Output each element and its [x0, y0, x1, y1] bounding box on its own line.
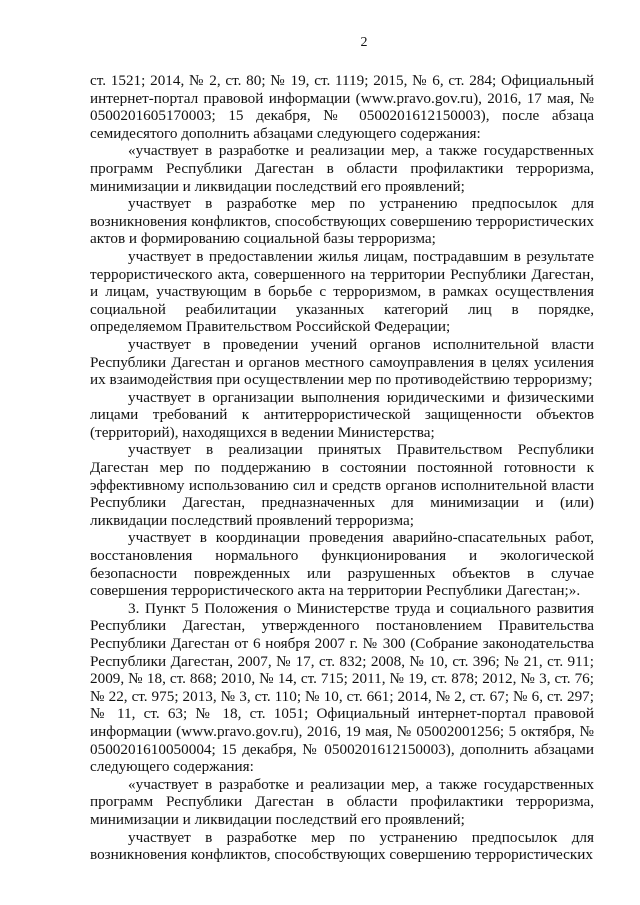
document-body	[90, 72, 594, 864]
paragraph: «участвует в разработке и реализации мер, а также государственных программ Республики Дагестан в области профилактики терроризма, минимизации и ликвидации последствий его проявлений;	[90, 775, 594, 828]
paragraph: участвует в проведении учений органов исполнительной власти Республики Дагестан и органов местного самоуправления в целях усиления их взаимодействия при осуществлении мер по противодействию терроризму;	[90, 335, 594, 389]
page-number: 2	[360, 35, 368, 50]
paragraph: «участвует в разработке и реализации мер, а также государственных программ Республики Дагестан в области профилактики терроризма, минимизации и ликвидации последствий его проявлений;	[90, 142, 594, 195]
paragraph: участвует в координации проведения аварийно-спасательных работ, восстановления нормального функционирования и экологической безопасности поврежденных или разрушенных объектов в случае совершения террористического акта на территории Республики Дагестан;».	[90, 529, 594, 600]
paragraph: участвует в предоставлении жилья лицам, пострадавшим в результате террористического акта, совершенного на территории Республики Дагестан, и лицам, участвующим в борьбе с терроризмом, в рамках осуществления социальной реабилитации указанных категорий лиц в порядке, определяемом Правительством Российской Федерации;	[90, 247, 594, 336]
paragraph: участвует в разработке мер по устранению предпосылок для возникновения конфликтов, способствующих совершению террористических	[90, 828, 594, 864]
paragraph-continuation: ст. 1521; 2014, № 2, ст. 80; № 19, ст. 1119; 2015, № 6, ст. 284; Официальный интернет-портал правовой информации (www.pravo.gov.ru), 2016, 17 мая, № 0500201605170003; 15 декабря, № 0500201612150003), после абзаца семидесятого дополнить абзацами следующего содержания:	[90, 72, 594, 142]
paragraph: участвует в организации выполнения юридическими и физическими лицами требований к антитеррористической защищенности объектов (территорий), находящихся в ведении Министерства;	[90, 388, 594, 441]
paragraph-item-3: 3. Пункт 5 Положения о Министерстве труда и социального развития Республики Дагестан, утвержденного постановлением Правительства Республики Дагестан от 6 ноября 2007 г. № 300 (Собрание законодательства Республики Дагестан, 2007, № 17, ст. 832; 2008, № 10, ст. 396; № 21, ст. 911; 2009, № 18, ст. 868; 2010, № 14, ст. 715; 2011, № 19, ст. 878; 2012, № 3, ст. 76; № 22, ст. 975; 2013, № 3, ст. 110; № 10, ст. 661; 2014, № 2, ст. 67; № 6, ст. 297; № 11, ст. 63; № 18, ст. 1051; Официальный интернет-портал правовой информации (www.pravo.gov.ru), 2016, 19 мая, № 05002001256; 5 октября, № 0500201610050004; 15 декабря, № 0500201612150003), дополнить абзацами следующего содержания:	[90, 599, 594, 776]
paragraph: участвует в реализации принятых Правительством Республики Дагестан мер по поддержанию в состоянии постоянной готовности к эффективному использованию сил и средств органов исполнительной власти Республики Дагестан, предназначенных для минимизации и (или) ликвидации последствий проявлений терроризма;	[90, 441, 594, 529]
paragraph: участвует в разработке мер по устранению предпосылок для возникновения конфликтов, способствующих совершению террористических актов и формированию социальной базы терроризма;	[90, 195, 594, 248]
